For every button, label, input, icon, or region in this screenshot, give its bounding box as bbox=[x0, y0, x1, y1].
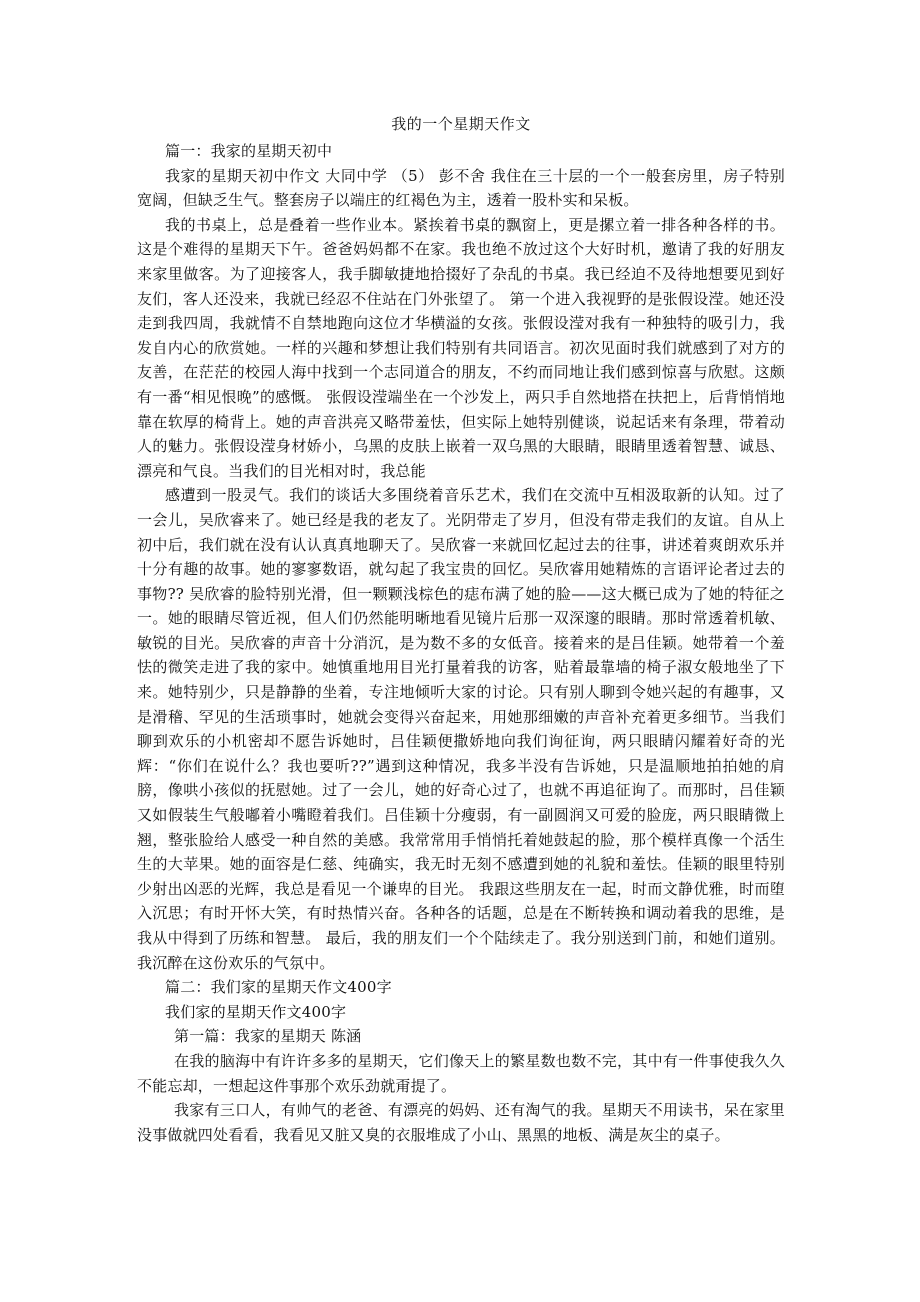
paragraph: 感遭到一股灵气。我们的谈话大多围绕着音乐艺术，我们在交流中互相汲取新的认知。过了一会儿，吴欣睿来了。她已经是我的老友了。光阴带走了岁月，但没有带走我们的友谊。自从上初中后，我们就在没有认认真真地聊天了。吴欣睿一来就回忆起过去的往事，讲述着爽朗欢乐并十分有趣的故事。她的寥寥数语，就勾起了我宝贵的回忆。吴欣睿用她精炼的言语评论者过去的事物?? 吴欣睿的脸特别光滑，但一颗颗浅棕色的痣布满了她的脸——这大概已成为了她的特征之一。她的眼睛尽管近视，但人们仍然能明晰地看见镜片后那一双深邃的眼睛。那时常透着机敏、敏锐的目光。吴欣睿的声音十分消沉，是为数不多的女低音。接着来的是吕佳颖。她带着一个羞怯的微笑走进了我的家中。她慎重地用目光打量着我的访客，贴着最靠墙的椅子淑女般地坐了下来。她特别少，只是静静的坐着，专注地倾听大家的讨论。只有别人聊到令她兴起的有趣事，又是滑稽、罕见的生活琐事时，她就会变得兴奋起来，用她那细嫩的声音补充着更多细节。当我们聊到欢乐的小机密却不愿告诉她时，吕佳颖便撒娇地向我们询征询，两只眼睛闪耀着好奇的光辉：“你们在说什么？我也要听??”遇到这种情况，我多半没有告诉她，只是温顺地拍拍她的肩膀，像哄小孩似的抚慰她。过了一会儿，她的好奇心过了，也就不再追征询了。而那时，吕佳颖又如假装生气般嘟着小嘴瞪着我们。吕佳颖十分瘦弱，有一副圆润又可爱的脸庞，两只眼睛微上翘，整张脸给人感受一种自然的美感。我常常用手悄悄托着她鼓起的脸，那个模样真像一个活生生的大苹果。她的面容是仁慈、纯确实，我无时无刻不感遭到她的礼貌和羞怯。佳颖的眼里特别少射出凶恶的光辉，我总是看见一个谦卑的目光。 我跟这些朋友在一起，时而文静优雅，时而堕入沉思；有时开怀大笑，有时热情兴奋。各种各的话题，总是在不断转换和调动着我的思维，是我从中得到了历练和智慧。 最后，我的朋友们一个个陆续走了。我分别送到门前，和她们道别。我沉醉在这份欢乐的气氛中。 bbox=[137, 486, 785, 972]
document-body bbox=[137, 139, 785, 1147]
paragraph: 我的书桌上，总是叠着一些作业本。紧挨着书桌的飘窗上，更是摞立着一排各种各样的书。 这是个难得的星期天下午。爸爸妈妈都不在家。我也绝不放过这个大好时机，邀请了我的好朋友来家里做客。为了迎接客人，我手脚敏捷地拾掇好了杂乱的书桌。我已经迫不及待地想要见到好友们，客人还没来，我就已经忍不住站在门外张望了。 第一个进入我视野的是张假设滢。她还没走到我四周，我就情不自禁地跑向这位才华横溢的女孩。张假设滢对我有一种独特的吸引力，我发自内心的欣赏她。一样的兴趣和梦想让我们特别有共同语言。初次见面时我们就感到了对方的友善，在茫茫的校园人海中找到一个志同道合的朋友，不约而同地让我们感到惊喜与欣慰。这颇有一番“相见恨晚”的感慨。 张假设滢端坐在一个沙发上，两只手自然地搭在扶把上，后背悄悄地靠在软厚的椅背上。她的声音洪亮又略带羞怯，但实际上她特别健谈，说起话来有条理，带着动人的魅力。张假设滢身材娇小，乌黑的皮肤上嵌着一双乌黑的大眼睛，眼睛里透着智慧、诚恳、漂亮和气良。当我们的目光相对时，我总能 bbox=[137, 215, 785, 480]
paragraph: 我家有三口人，有帅气的老爸、有漂亮的妈妈、还有淘气的我。星期天不用读书，呆在家里没事做就四处看看，我看见又脏又臭的衣服堆成了小山、黑黑的地板、满是灰尘的桌子。 bbox=[137, 1101, 785, 1144]
paragraph: 我家的星期天初中作文 大同中学 （5） 彭不舍 我住在三十层的一个一般套房里，房子特别宽阔，但缺乏生气。整套房子以端庄的红褐色为主，透着一股朴实和呆板。 bbox=[137, 166, 785, 210]
section-heading: 我们家的星期天作文400字 bbox=[165, 1002, 347, 1021]
section-heading: 篇一：我家的星期天初中 bbox=[165, 142, 333, 160]
section-heading: 第一篇：我家的星期天 陈涵 bbox=[174, 1027, 362, 1046]
paragraph: 在我的脑海中有许许多多的星期天，它们像天上的繁星数也数不完，其中有一件事使我久久不能忘却，一想起这件事那个欢乐劲就甭提了。 bbox=[137, 1051, 785, 1095]
document-title: 我的一个星期天作文 bbox=[391, 115, 531, 133]
section-heading: 篇二：我们家的星期天作文400字 bbox=[165, 978, 392, 997]
